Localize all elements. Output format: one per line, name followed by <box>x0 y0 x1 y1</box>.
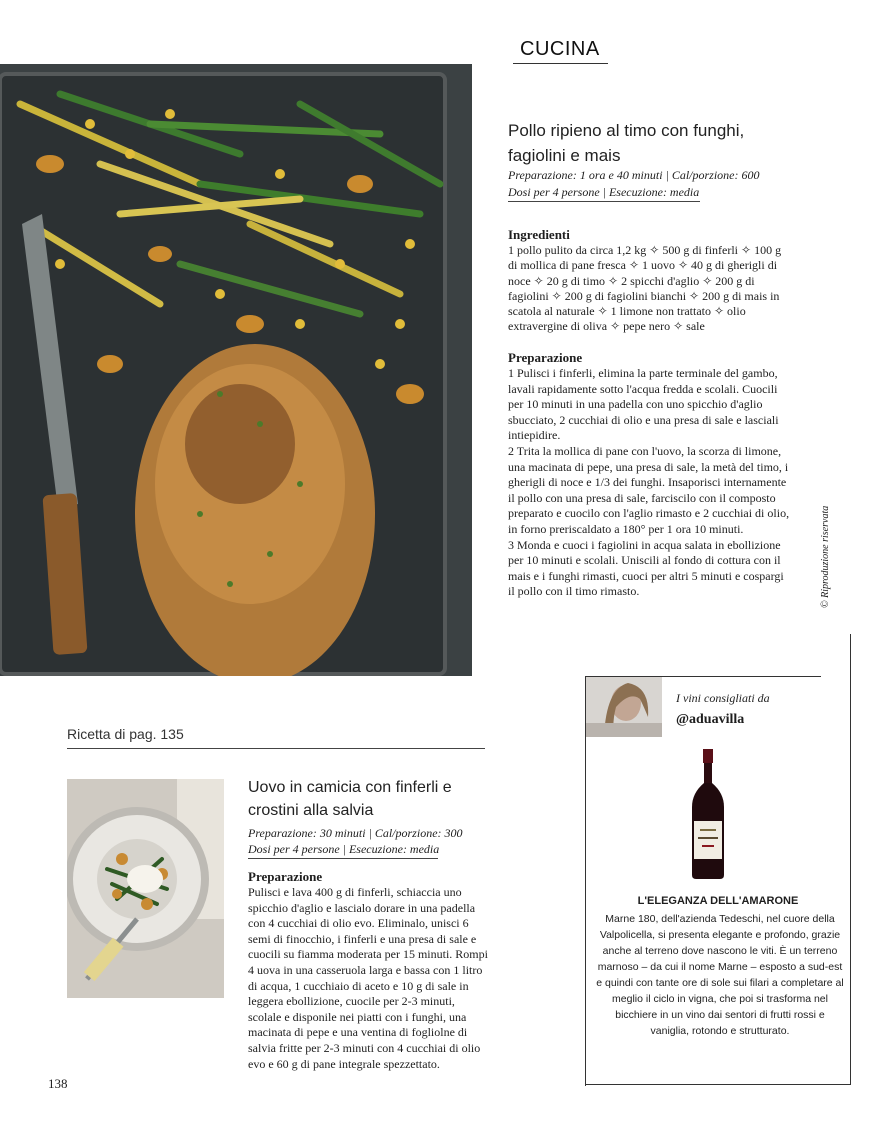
wine-bottle-image <box>688 749 728 879</box>
wine-intro: I vini consigliati da <box>676 691 770 705</box>
reference-rule <box>67 748 485 749</box>
recipe-title: Uovo in camicia con finferli e crostini alla salvia <box>248 779 452 819</box>
step-2: 2 Trita la mollica di pane con l'uovo, la scorza di limone, una macinata di pepe, una presa di sale, la metà del timo, i gherigli di noce e 1/3 dei funghi. Insaporisci internamente il pollo con una presa di sale, farciscilo con il composto preparato e cuocilo con l'aglio rimasto e 2 cucchiai di olio, in forno preriscaldato a 180° per 1 ora 10 minuti. <box>508 443 790 536</box>
wine-heading: L'ELEGANZA DELL'AMARONE <box>637 895 799 907</box>
preparation-steps <box>508 366 790 600</box>
step-1: 1 Pulisci i finferli, elimina la parte terminale del gambo, lavali rapidamente sotto l'acqua fredda e scolali. Cuocili per 10 minuti in una padella con uno spicchio d'aglio sbucciato, 2 cucchiai di olio e una presa di sale e lasciali intiepidire. <box>508 366 779 443</box>
wine-name: Marne 180 <box>605 913 656 925</box>
divider <box>585 1084 851 1085</box>
section-rule <box>513 63 608 64</box>
divider <box>850 634 851 1084</box>
recipe-meta-time: Preparazione: 30 minuti | Cal/porzione: 300 <box>248 826 463 840</box>
preparation-heading: Preparazione <box>508 350 583 365</box>
step-3: 3 Monda e cuoci i fagiolini in acqua salata in ebollizione per 10 minuti e scolali. Uniscili al fondo di cottura con il mais e i funghi rimasti, cuoci per altri 5 minuti e cospargi il pollo con il timo rimasto. <box>508 537 784 599</box>
egg-dish-photo <box>67 779 224 998</box>
recipe-meta-time: Preparazione: 1 ora e 40 minuti | Cal/porzione: 600 <box>508 168 760 182</box>
page-number: 138 <box>48 1076 68 1091</box>
sommelier-photo <box>586 677 662 737</box>
ingredients-list: 1 pollo pulito da circa 1,2 kg ✧ 500 g di finferli ✧ 100 g di mollica di pane fresca ✧ 1 uovo ✧ 40 g di gherigli di noce ✧ 20 g di timo ✧ 2 spicchi d'aglio ✧ 200 g di fagiolini ✧ 200 g di fagiolini bianchi ✧ 200 g di mais in scatola al naturale ✧ 1 limone non trattato ✧ olio extravergine di oliva ✧ pepe nero ✧ sale <box>508 243 782 334</box>
chicken-photo <box>0 64 472 676</box>
recipe-meta-servings: Dosi per 4 persone | Esecuzione: media <box>508 185 700 199</box>
ingredients-heading: Ingredienti <box>508 227 570 242</box>
copyright-credit: © Riproduzione riservata <box>820 505 831 608</box>
page-reference: Ricetta di pag. 135 <box>67 726 184 742</box>
recipe-meta-servings: Dosi per 4 persone | Esecuzione: media <box>248 842 440 856</box>
meta-rule <box>248 858 438 859</box>
recipe-title: Pollo ripieno al timo con funghi, fagiolini e mais <box>508 121 745 165</box>
wine-description-text: , dell'azienda Tedeschi, nel cuore della Valpolicella, si presenta elegante e profondo, grazie anche al terreno dove nascono le viti. È un terreno marnoso – da cui il nome Marne – esposto a sud-est e quindi con tante ore di sole sui filari a completare al meglio il ciclo in vigna, che poi si trasforma nel bicchiere in un vino dai sentori di frutti rossi e vaniglia, rotondo e strutturato. <box>596 913 844 1037</box>
recipe-meta <box>248 825 488 857</box>
preparation-text: Pulisci e lava 400 g di finferli, schiaccia uno spicchio d'aglio e lascialo dorare in una padella con 4 cucchiai di olio evo. Eliminalo, unisci 6 semi di finocchio, i finferli e una presa di sale e cuocili su fiamma moderata per 15 minuti. Rompi 4 uova in una casseruola larga e bassa con 1 litro di acqua, 1 cucchiaio di aceto e 10 g di sale in leggera ebollizione, cuocile per 2-3 minuti, scolale e disponile nei piatti con i funghi, una macinata di pepe e una ventina di fogliolne di salvia fritte per 2-3 minuti con 4 cucchiai di olio evo e 60 g di pane integrale spezzettato. <box>248 885 488 1071</box>
preparation-heading: Preparazione <box>248 869 323 884</box>
wine-handle: @aduavilla <box>676 712 745 727</box>
divider <box>585 676 586 1086</box>
recipe-meta <box>508 167 808 201</box>
wine-description <box>596 911 844 1039</box>
meta-rule <box>508 201 700 202</box>
section-title: CUCINA <box>520 38 600 60</box>
